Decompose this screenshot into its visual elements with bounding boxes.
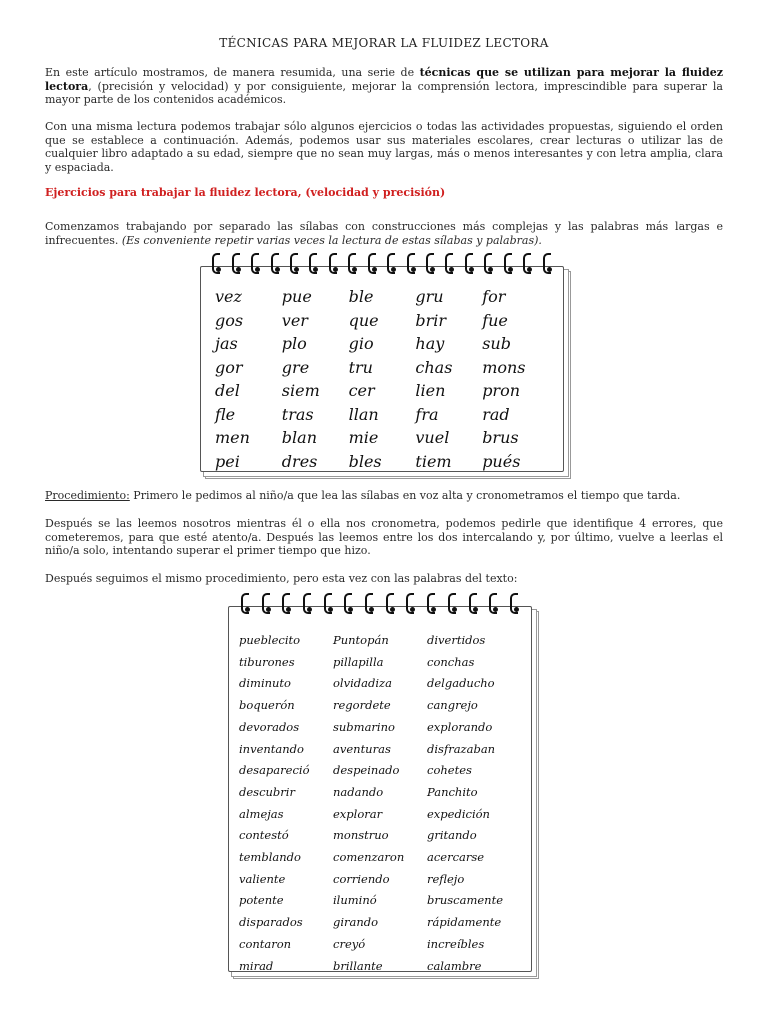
word-item: nadando <box>333 784 384 799</box>
word-item: disparados <box>239 915 303 930</box>
word-item: comenzaron <box>333 850 405 865</box>
spiral-ring-icon <box>407 253 416 277</box>
word-item: increíbles <box>427 936 485 951</box>
word-item: calambre <box>427 958 482 973</box>
word-item: Puntopán <box>333 633 389 647</box>
syllable-item: gru <box>415 287 444 306</box>
word-item: devorados <box>239 719 300 734</box>
syllable-item: siem <box>281 381 320 400</box>
method-paragraph: Con una misma lectura podemos trabajar sólo algunos ejercicios o todas las actividades propuestas, siguiendo el orden que se establece a continuación. Además, podemos usar sus materiales escolares, crear lecturas o utilizar las de cualquier libro adaptado a su edad, siempre que no sean muy largas, más o menos interesantes y con letra amplia, clara y espaciada. <box>45 120 723 174</box>
syllable-item: que <box>348 310 379 330</box>
spiral-ring-icon <box>251 253 260 277</box>
syllable-item: blan <box>281 428 317 447</box>
word-item: girando <box>333 915 379 930</box>
intro-text-end: , (precisión y velocidad) y por consiguiente, mejorar la comprensión lectora, imprescindible para superar la mayor parte de los contenidos académicos. <box>45 79 723 107</box>
spiral-ring-icon <box>465 253 474 277</box>
syllable-item: pue <box>281 287 312 306</box>
procedure-paragraph <box>45 489 723 503</box>
spiral-ring-icon <box>348 253 357 277</box>
syllable-item: men <box>215 428 250 447</box>
syllable-item: hay <box>415 334 445 353</box>
word-item: corriendo <box>333 871 390 886</box>
word-item: diminuto <box>239 676 291 691</box>
syllable-item: gos <box>215 310 244 330</box>
word-item: inventando <box>239 741 304 756</box>
word-item: pueblecito <box>239 633 301 647</box>
spiral-ring-icon <box>523 253 532 277</box>
syllable-item: mons <box>482 357 526 377</box>
intro-paragraph <box>45 66 723 107</box>
syllable-item: ver <box>281 310 308 330</box>
syllable-item: gio <box>348 334 374 353</box>
syllable-item: fra <box>415 404 439 424</box>
spiral-ring-icon <box>232 253 241 277</box>
spiral-ring-icon <box>504 253 513 277</box>
word-grid <box>239 631 521 976</box>
word-item: explorando <box>427 719 493 734</box>
spiral-ring-icon <box>324 593 333 617</box>
syllable-item: tru <box>348 357 373 377</box>
exercises-heading: Ejercicios para trabajar la fluidez lectora, (velocidad y precisión) <box>45 186 446 199</box>
word-item: descubrir <box>239 784 295 799</box>
word-item: cohetes <box>427 763 472 778</box>
word-item: acercarse <box>427 850 485 865</box>
word-item: olvidadiza <box>333 676 392 691</box>
spiral-ring-icon <box>543 253 552 277</box>
spiral-ring-icon <box>344 593 353 617</box>
intro-bold-text: técnicas que se utilizan para mejorar la fluidez lectora <box>45 66 723 93</box>
spiral-ring-icon <box>469 593 478 617</box>
spiral-ring-icon <box>484 253 493 277</box>
procedure-label: Procedimiento: <box>45 489 130 502</box>
spiral-ring-icon <box>426 253 435 277</box>
syllable-item: gor <box>215 357 243 377</box>
spiral-ring-icon <box>489 593 498 617</box>
syllable-item: chas <box>415 357 453 377</box>
syllable-item: fle <box>215 404 236 424</box>
notebook-sheet <box>200 266 564 472</box>
page-title: TÉCNICAS PARA MEJORAR LA FLUIDEZ LECTORA <box>219 36 549 50</box>
spiral-ring-icon <box>368 253 377 277</box>
syllable-item: del <box>215 381 240 400</box>
word-item: conchas <box>427 654 475 669</box>
spiral-ring-icon <box>406 593 415 617</box>
word-item: despeinado <box>333 763 400 778</box>
spiral-ring-icon <box>241 593 250 617</box>
word-item: Panchito <box>427 784 478 799</box>
word-item: pillapilla <box>333 654 384 669</box>
syllable-item: vez <box>215 287 242 306</box>
spiral-ring-icon <box>290 253 299 277</box>
word-item: reflejo <box>427 871 465 886</box>
spiral-ring-icon <box>309 253 318 277</box>
syllable-item: lien <box>415 381 446 400</box>
spiral-ring-icon <box>329 253 338 277</box>
spiral-ring-icon <box>445 253 454 277</box>
syllable-item: pués <box>482 451 521 471</box>
syllable-item: plo <box>281 334 307 353</box>
syllables-notebook <box>200 266 564 472</box>
word-item: expedición <box>427 806 490 821</box>
word-item: desapareció <box>239 763 310 778</box>
word-item: disfrazaban <box>427 741 496 756</box>
word-item: delgaducho <box>427 676 495 691</box>
syllable-item: fue <box>482 310 508 330</box>
word-item: creyó <box>333 936 366 951</box>
word-item: aventuras <box>333 741 391 756</box>
syllable-item: dres <box>281 451 318 471</box>
syllables-intro-paragraph <box>45 220 723 247</box>
syllable-item: ble <box>348 287 374 306</box>
spiral-ring-icon <box>365 593 374 617</box>
spiral-rings <box>229 593 531 619</box>
syllable-item: llan <box>348 404 379 424</box>
word-item: contaron <box>239 936 292 951</box>
spiral-ring-icon <box>303 593 312 617</box>
word-item: cangrejo <box>427 698 478 713</box>
spiral-rings <box>201 253 563 279</box>
procedure-paragraph-2: Después se las leemos nosotros mientras él o ella nos cronometra, podemos pedirle que identifique 4 errores, que cometeremos, para que esté atento/a. Después las leemos entre los dos intercalando y, por último, vuelve a leerlas el niño/a solo, intentando superar el primer tiempo que hizo. <box>45 517 723 558</box>
spiral-ring-icon <box>282 593 291 617</box>
word-item: tiburones <box>239 654 295 669</box>
spiral-ring-icon <box>386 593 395 617</box>
syllable-item: cer <box>348 381 375 400</box>
syllable-item: sub <box>482 334 511 353</box>
syllable-item: brus <box>482 428 519 447</box>
syllable-item: tiem <box>415 451 452 471</box>
syllable-item: pei <box>215 451 240 471</box>
word-item: regordete <box>333 698 391 713</box>
word-item: potente <box>239 893 284 908</box>
word-item: bruscamente <box>427 893 504 908</box>
word-item: almejas <box>239 806 284 821</box>
syllable-item: bles <box>348 451 382 471</box>
word-item: submarino <box>333 719 395 734</box>
words-intro-paragraph: Después seguimos el mismo procedimiento, pero esta vez con las palabras del texto: <box>45 572 518 585</box>
syllables-intro-text: Comenzamos trabajando por separado las sílabas con construcciones más complejas y las palabras más largas e infrecuentes. <box>45 220 723 247</box>
word-item: boquerón <box>239 698 295 713</box>
syllable-item: vuel <box>415 428 450 447</box>
spiral-ring-icon <box>427 593 436 617</box>
word-item: mirad <box>239 958 274 973</box>
word-item: divertidos <box>427 633 486 647</box>
syllable-item: jas <box>215 334 238 353</box>
notebook-sheet <box>228 606 532 972</box>
spiral-ring-icon <box>510 593 519 617</box>
spiral-ring-icon <box>212 253 221 277</box>
word-item: rápidamente <box>427 915 502 930</box>
syllable-item: rad <box>482 404 510 424</box>
spiral-ring-icon <box>448 593 457 617</box>
syllable-item: mie <box>348 428 379 447</box>
spiral-ring-icon <box>271 253 280 277</box>
procedure-text: Primero le pedimos al niño/a que lea las sílabas en voz alta y cronometramos el tiempo que tarda. <box>129 489 681 502</box>
syllables-intro-note: (Es conveniente repetir varias veces la lectura de estas sílabas y palabras). <box>121 233 542 247</box>
intro-text-start: En este artículo mostramos, de manera resumida, una serie de <box>45 66 420 79</box>
word-item: valiente <box>239 871 286 886</box>
word-item: temblando <box>239 850 301 865</box>
word-item: iluminó <box>333 893 377 908</box>
word-item: monstruo <box>333 828 389 843</box>
spiral-ring-icon <box>387 253 396 277</box>
spiral-ring-icon <box>262 593 271 617</box>
syllable-item: tras <box>281 404 314 424</box>
word-item: explorar <box>333 806 383 821</box>
word-item: gritando <box>427 828 477 843</box>
syllable-grid <box>215 287 549 472</box>
words-notebook <box>228 606 532 972</box>
syllable-item: brir <box>415 310 447 330</box>
syllable-item: pron <box>482 381 521 400</box>
syllable-item: gre <box>281 357 310 377</box>
word-item: contestó <box>239 828 289 843</box>
word-item: brillante <box>333 958 383 973</box>
syllable-item: for <box>482 287 506 306</box>
